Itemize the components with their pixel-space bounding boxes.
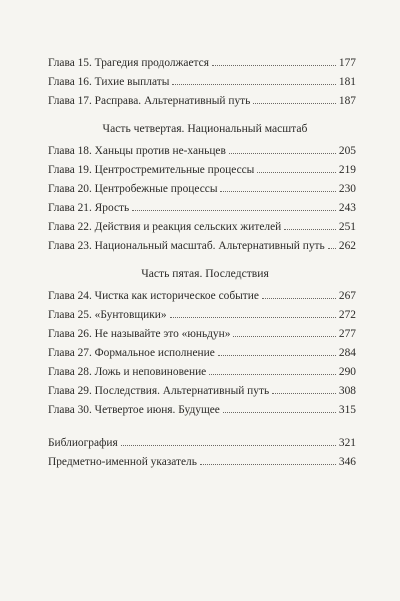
section-title: Предметно-именной указатель <box>48 456 197 468</box>
chapter-title: Глава 27. Формальное исполнение <box>48 347 215 359</box>
page-number: 205 <box>338 145 356 157</box>
dot-leader <box>272 393 336 394</box>
page-number: 181 <box>338 76 356 88</box>
chapter-title: Глава 19. Центростремительные процессы <box>48 164 255 176</box>
dot-leader <box>218 355 336 356</box>
page-number: 321 <box>338 437 356 449</box>
dot-leader <box>328 248 336 249</box>
toc-entry <box>48 180 356 199</box>
chapter-title: Глава 24. Чистка как историческое событие <box>48 290 259 302</box>
page-number: 219 <box>338 164 356 176</box>
toc-entry <box>48 237 356 256</box>
toc-entry <box>48 401 356 420</box>
page-number: 262 <box>338 240 356 252</box>
toc-entry <box>48 344 356 363</box>
chapter-title: Глава 22. Действия и реакция сельских жителей <box>48 221 282 233</box>
toc-entry <box>48 199 356 218</box>
toc-entry <box>48 142 356 161</box>
page-number: 277 <box>338 328 356 340</box>
dot-leader <box>262 298 336 299</box>
chapter-title: Глава 23. Национальный масштаб. Альтернативный путь <box>48 240 325 252</box>
chapter-title: Глава 28. Ложь и неповиновение <box>48 366 207 378</box>
dot-leader <box>223 412 336 413</box>
chapter-title: Глава 21. Ярость <box>48 202 130 214</box>
chapter-title: Глава 16. Тихие выплаты <box>48 76 170 88</box>
chapter-title: Глава 15. Трагедия продолжается <box>48 57 209 69</box>
dot-leader <box>233 336 335 337</box>
toc-entry <box>48 161 356 180</box>
dot-leader <box>172 84 336 85</box>
part-heading: Часть четвертая. Национальный масштаб <box>102 122 308 135</box>
chapter-title: Глава 29. Последствия. Альтернативный путь <box>48 385 270 397</box>
chapter-title: Глава 17. Расправа. Альтернативный путь <box>48 95 251 107</box>
page-number: 284 <box>338 347 356 359</box>
page-number: 230 <box>338 183 356 195</box>
page-number: 187 <box>338 95 356 107</box>
chapter-title: Глава 18. Ханьцы против не-ханьцев <box>48 145 226 157</box>
toc-entry <box>48 434 356 453</box>
dot-leader <box>220 191 335 192</box>
page-number: 177 <box>338 57 356 69</box>
toc-entry <box>48 363 356 382</box>
page-number: 272 <box>338 309 356 321</box>
dot-leader <box>209 374 336 375</box>
toc-entry <box>48 54 356 73</box>
toc-entry <box>48 218 356 237</box>
toc-entry <box>48 325 356 344</box>
chapter-title: Глава 20. Центробежные процессы <box>48 183 218 195</box>
toc-entry <box>48 306 356 325</box>
page-number: 308 <box>338 385 356 397</box>
toc-entry <box>48 73 356 92</box>
page-number: 267 <box>338 290 356 302</box>
dot-leader <box>200 464 336 465</box>
dot-leader <box>253 103 336 104</box>
table-of-contents <box>48 54 356 472</box>
toc-entry <box>48 382 356 401</box>
chapter-title: Глава 30. Четвертое июня. Будущее <box>48 404 220 416</box>
page-number: 251 <box>338 221 356 233</box>
chapter-title: Глава 25. «Бунтовщики» <box>48 309 167 321</box>
section-title: Библиография <box>48 437 118 449</box>
page-number: 315 <box>338 404 356 416</box>
page-number: 243 <box>338 202 356 214</box>
dot-leader <box>284 229 336 230</box>
page-number: 290 <box>338 366 356 378</box>
dot-leader <box>132 210 336 211</box>
dot-leader <box>229 153 336 154</box>
page-number: 346 <box>338 456 356 468</box>
part-heading: Часть пятая. Последствия <box>141 267 269 280</box>
chapter-title: Глава 26. Не называйте это «юньдун» <box>48 328 231 340</box>
toc-entry <box>48 92 356 111</box>
dot-leader <box>121 445 336 446</box>
dot-leader <box>170 317 336 318</box>
toc-entry <box>48 453 356 472</box>
toc-entry <box>48 287 356 306</box>
dot-leader <box>212 65 336 66</box>
dot-leader <box>257 172 336 173</box>
